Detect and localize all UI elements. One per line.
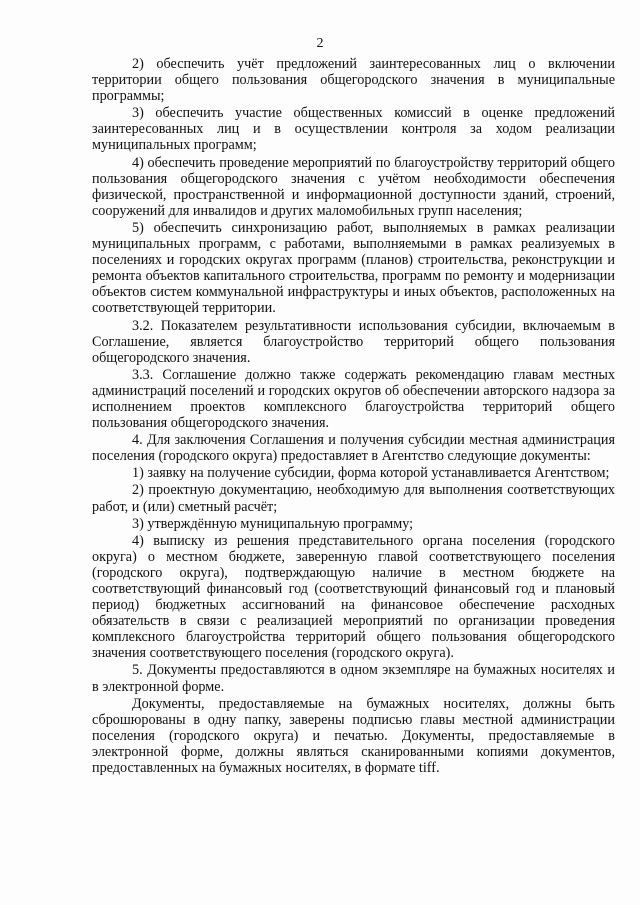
page-number: 2 bbox=[316, 36, 324, 51]
document-body bbox=[92, 56, 615, 777]
document-list-item-2: 2) проектную документацию, необходимую для выполнения соответствующих работ, и (или) сметный расчёт; bbox=[92, 482, 615, 515]
paragraph-documents-format: Документы, предоставляемые на бумажных носителях, должны быть сброшюрованы в одну папку, заверены подписью главы местной администрации поселения (городского округа) и печатью. Документы, предоставляемые в электронной форме, должны являться сканированными копиями документов, предоставленных на бумажных носителях, в формате tiff. bbox=[92, 695, 615, 777]
paragraph-4: 4. Для заключения Соглашения и получения субсидии местная администрация поселения (городского округа) предоставляет в Агентство следующие документы: bbox=[92, 432, 615, 465]
document-list-item-1: 1) заявку на получение субсидии, форма которой устанавливается Агентством; bbox=[132, 465, 610, 482]
document-list-item-4: 4) выписку из решения представительного органа поселения (городского округа) о местном бюджете, заверенную главой соответствующего поселения (городского округа), подтверждающую наличие в местном бюджете на соответствующий финансовый год (соответствующий финансовый год и плановый период) бюджетных ассигнований на финансовое обеспечение расходных обязательств в связи с реализацией мероприятий по организации проведения комплексного благоустройства территорий общего пользования общегородского значения соответствующего поселения (городского округа). bbox=[92, 532, 615, 662]
paragraph-item-5: 5) обеспечить синхронизацию работ, выполняемых в рамках реализации муниципальных программ, с работами, выполняемыми в рамках реализуемых в поселениях и городских округах программ (планов) строительства, реконструкции и ремонта объектов капитального строительства, программ по ремонту и модернизации объектов систем коммунальной инфраструктуры и иных объектов, расположенных на соответствующей территории. bbox=[92, 219, 615, 317]
paragraph-item-3: 3) обеспечить участие общественных комиссий в оценке предложений заинтересованных лиц и в осуществлении контроля за ходом реализации муниципальных программ; bbox=[92, 105, 615, 154]
paragraph-3-3: 3.3. Соглашение должно также содержать рекомендацию главам местных администраций поселений и городских округов об обеспечении авторского надзора за исполнением проектов комплексного благоустройства территорий общего пользования общегородского значения. bbox=[92, 366, 615, 432]
paragraph-3-2: 3.2. Показателем результативности использования субсидии, включаемым в Соглашение, является благоустройство территорий общего пользования общегородского значения. bbox=[92, 317, 615, 366]
paragraph-item-4: 4) обеспечить проведение мероприятий по благоустройству территорий общего пользования общегородского значения с учётом необходимости обеспечения физической, пространственной и информационной доступности зданий, строений, сооружений для инвалидов и других маломобильных групп населения; bbox=[92, 154, 615, 219]
document-list-item-3: 3) утверждённую муниципальную программу; bbox=[132, 515, 414, 532]
paragraph-5: 5. Документы предоставляются в одном экземпляре на бумажных носителях и в электронной форме. bbox=[92, 662, 615, 695]
paragraph-item-2: 2) обеспечить учёт предложений заинтересованных лиц о включении территории общего пользования общегородского значения в муниципальные программы; bbox=[92, 56, 615, 105]
